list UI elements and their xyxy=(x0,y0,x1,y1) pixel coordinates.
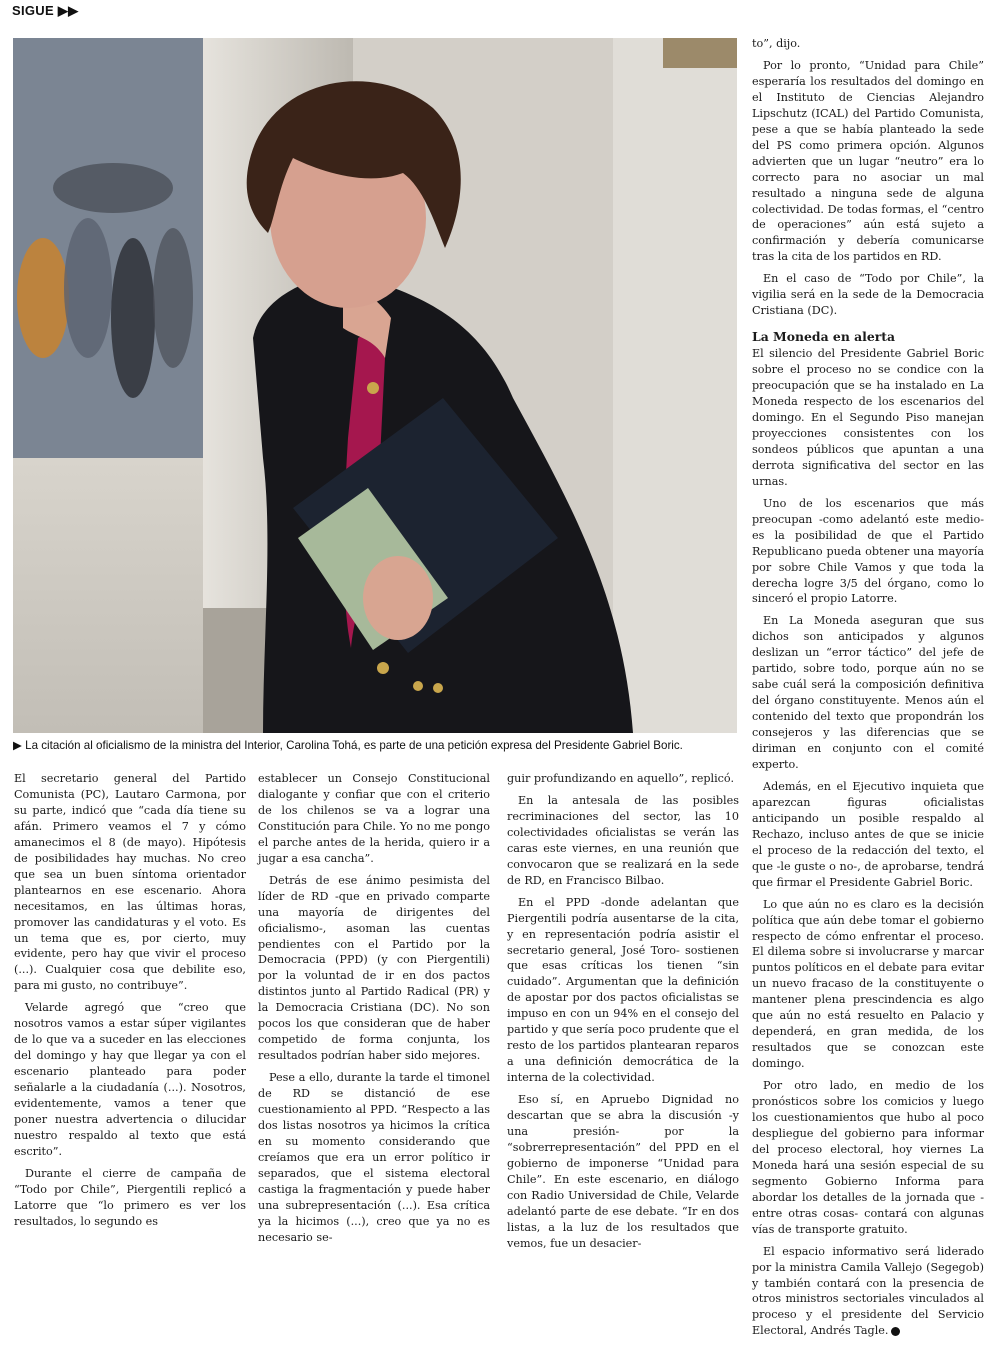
paragraph: Lo que aún no es claro es la decisión política que aún debe tomar el gobierno respecto de cómo enfrentar el proceso. El dilema sobre si involucrarse y marcar puntos políticos en el debate para evitar un nuevo fracaso de la constituyente o mantener plena prescindencia es algo que aún no está resuelto en Palacio y dependerá, en gran medida, de los resultados que se conozcan este domingo. xyxy=(752,897,984,1071)
paragraph: El secretario general del Partido Comunista (PC), Lautaro Carmona, por su parte, indicó que “cada día tiene su afán. Primero veamos el 7 y cómo amanecimos el 8 (de mayo). Hipótesis de posibilidades hay muchas. No creo que sea un buen síntoma orientador plantearnos en ese escenario. Ahora necesitamos, en las últimas horas, promover las candidaturas y el voto. Es un tema que es, por cierto, muy evidente, pero hay que vivir el proceso (...). Cualquier cosa que debilite eso, para mi gusto, no contribuye”. xyxy=(14,772,246,993)
paragraph: En la antesala de las posibles recriminaciones del sector, las 10 colectividades oficialistas se verán las caras este viernes, en una reunión que convocaron que se realizará en la sede de RD, en Francisco Bilbao. xyxy=(507,793,739,887)
paragraph: Detrás de ese ánimo pesimista del líder de RD -que en privado comparte una mayoría de dirigentes del oficialismo-, asoman las cuentas pendientes con el Partido por la Democracia (PPD) (y con Piergentili) por la voluntad de ir en dos pactos distintos junto al Partido Radical (PR) y la Democracia Cristiana (DC). No son pocos los que consideran que de haber competido de forma conjunta, los resultados podrían haber sido mejores. xyxy=(258,873,490,1063)
paragraph: Además, en el Ejecutivo inquieta que aparezcan figuras oficialistas anticipando un posible respaldo al Rechazo, incluso antes de que se inicie el proceso de la redacción del texto, el que -le guste o no-, de aprobarse, tendrá que firmar el Presidente Gabriel Boric. xyxy=(752,779,984,889)
article-column-1 xyxy=(14,771,246,1236)
paragraph: Eso sí, en Apruebo Dignidad no descartan que se abra la discusión -y una presión- por la “sobrerrepresentación” del PPD en el gobierno de imponerse “Unidad para Chile”. En este escenario, en diálogo con Radio Universidad de Chile, Velarde adelantó parte de ese debate. “Ir en dos listas, a la luz de los resultados que vemos, fue un desacier- xyxy=(507,1093,739,1250)
paragraph: En La Moneda aseguran que sus dichos son anticipados y algunos deslizan un “error táctico” del jefe de partido, sobre todo, porque aún no se sabe cuál será la composición definitiva del órgano constituyente. Menos aún el contenido del texto que propondrán los consejeros y las diferencias que se diriman en conjunto con el comité experto. xyxy=(752,614,984,771)
article-column-3 xyxy=(507,771,739,1258)
end-of-article-icon xyxy=(891,1327,900,1336)
photo-caption: ▶ La citación al oficialismo de la ministra del Interior, Carolina Tohá, es parte de una petición expresa del Presidente Gabriel Boric. xyxy=(13,739,683,752)
paragraph: El silencio del Presidente Gabriel Boric sobre el proceso no se condice con la preocupación que se ha instalado en La Moneda respecto de los escenarios del domingo. En el Segundo Piso manejan proyecciones consistentes con los sondeos públicos que apuntan a una derrota significativa del sector en las urnas. xyxy=(752,347,984,488)
paragraph: En el caso de “Todo por Chile”, la vigilia será en la sede de la Democracia Cristiana (DC). xyxy=(752,272,984,318)
paragraph-text: El espacio informativo será liderado por la ministra Camila Vallejo (Segegob) y también contará con la presencia de otros ministros sectoriales vinculados al proceso y el presidente del Servicio Electoral, Andrés Tagle. xyxy=(752,1244,984,1338)
paragraph-final xyxy=(752,1244,984,1340)
paragraph: guir profundizando en aquello”, replicó. xyxy=(507,772,735,785)
paragraph: Uno de los escenarios que más preocupan -como adelantó este medio- es la posibilidad de que el Partido Republicano pueda obtener una mayoría por sobre Chile Vamos y que toda la derecha logre 3/5 del órgano, como lo sinceró el propio Latorre. xyxy=(752,496,984,606)
paragraph: Velarde agregó que “creo que nosotros vamos a estar súper vigilantes de lo que va a suceder en las elecciones del domingo y hay que llegar ya con el escenario planteado para poder señalarle a la ciudadanía (...). Nosotros, evidentemente, vamos a tener que poner nuestra advertencia o dilucidar nuestro respaldo al texto que está escrito”. xyxy=(14,1001,246,1158)
article-column-2 xyxy=(258,771,490,1252)
photo-illustration xyxy=(13,38,737,733)
paragraph: Pese a ello, durante la tarde el timonel de RD se distanció de ese cuestionamiento al PPD. “Respecto a las dos listas nosotros ya hicimos la crítica en su momento considerando que creíamos que era un error político ir separados, que el sistema electoral castiga la fragmentación y puede haber una subrepresentación (...). Esa crítica ya la hicimos (...), creo que ya no es necesario se- xyxy=(258,1071,490,1244)
paragraph: Durante el cierre de campaña de “Todo por Chile”, Piergentili replicó a Latorre que “lo primero es ver los resultados, lo segundo es xyxy=(14,1166,246,1228)
paragraph: Por otro lado, en medio de los pronósticos sobre los comicios y luego los cuestionamientos que hubo al poco despliegue del gobierno para informar del proceso electoral, hoy viernes La Moneda hará una sesión especial de su segmento Gobierno Informa para abordar los detalles de la jornada que -entre otras cosas- contará con algunas vías de transporte gratuito. xyxy=(752,1079,984,1236)
article-column-4 xyxy=(752,36,984,1345)
paragraph: En el PPD -donde adelantan que Piergentili podría ausentarse de la cita, y en representación podría asistir el secretario general, José Toro- sostienen que esas críticas los tienen “sin cuidado”. Argumentan que la definición de apostar por dos pactos oficialistas se impuso en con un 94% en el consejo del partido y que sería poco prudente que el resto de los partidos plantearan reparos a una definición democrática de la interna de la colectividad. xyxy=(507,895,739,1085)
news-photo xyxy=(13,38,737,733)
paragraph: Por lo pronto, “Unidad para Chile” esperaría los resultados del domingo en el Instituto de Ciencias Alejandro Lipschutz (ICAL) del Partido Comunista, pese a que se había planteado la sede del PS como primera opción. Algunos advierten que un lugar “neutro” era lo correcto para no asociar un mal resultado a ninguna sede de alguna colectividad. De todas formas, el “centro de operaciones” aún está sujeto a confirmación y debería comunicarse tras la cita de los partidos en RD. xyxy=(752,58,984,264)
section-heading: La Moneda en alerta xyxy=(752,329,896,345)
paragraph: to”, dijo. xyxy=(752,37,801,50)
paragraph: establecer un Consejo Constitucional dialogante y confiar que con el criterio de los chilenos se va a lograr una Constitución para Chile. Yo no me pongo el parche antes de la herida, quiero ir a jugar a esa cancha”. xyxy=(258,772,490,865)
continues-label: SIGUE ▶▶ xyxy=(12,3,79,18)
